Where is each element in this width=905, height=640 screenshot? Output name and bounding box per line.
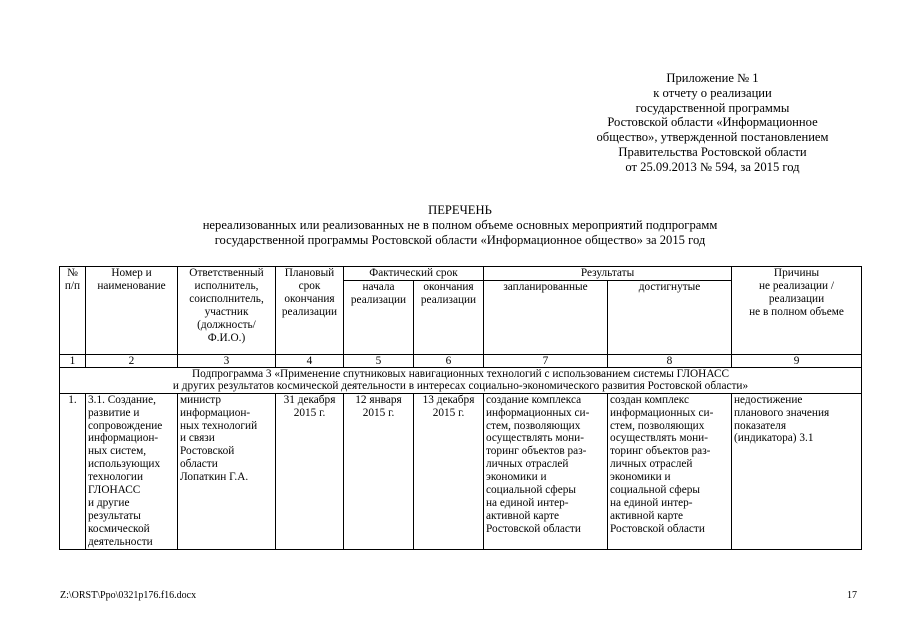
header-plan-date: Плановый срок окончания реализации (276, 267, 344, 355)
column-number: 1 (60, 354, 86, 367)
header-planned: запланированные (484, 280, 608, 354)
header-reasons: Причины не реализации / реализации не в полном объеме (732, 267, 862, 355)
subprogram-row (60, 367, 862, 393)
page-number: 17 (847, 590, 857, 601)
header-name: Номер и наименование (86, 267, 178, 355)
appendix-line: государственной программы (635, 100, 790, 115)
row-reason: недостижение планового значения показателя (индикатора) 3.1 (732, 393, 862, 549)
appendix-line: общество», утвержденной постановлением (596, 130, 829, 145)
row-achieved: создан комплекс информационных си- стем, позволяющих осуществлять мони- торинг объектов раз- личных отраслей экономики и социальной сферы на единой интер- активной карте Ростовской области (608, 393, 732, 549)
header-achieved: достигнутые (608, 280, 732, 354)
column-number: 2 (86, 354, 178, 367)
header-row (60, 267, 862, 281)
column-number: 7 (484, 354, 608, 367)
row-executor: министр информацион- ных технологий и связи Ростовской области Лопаткин Г.А. (178, 393, 276, 549)
measures-table (59, 266, 862, 550)
document-title (60, 203, 860, 248)
row-name: 3.1. Создание, развитие и сопровождение информацион- ных систем, использующих технологии ГЛОНАСС и другие результаты космической деятельности (86, 393, 178, 549)
appendix-line: от 25.09.2013 № 594, за 2015 год (625, 159, 800, 174)
column-number: 8 (608, 354, 732, 367)
row-actual-start: 12 января 2015 г. (344, 393, 414, 549)
subprogram-title: Подпрограмма 3 «Применение спутниковых навигационных технологий с использованием системы ГЛОНАСС и других результатов космической деятельности в интересах социально-экономического развития Ростовской области» (60, 367, 862, 393)
header-results: Результаты (484, 267, 732, 281)
header-executor: Ответственный исполнитель, соисполнитель, участник (должность/ Ф.И.О.) (178, 267, 276, 355)
header-actual-start: начала реализации (344, 280, 414, 354)
row-actual-end: 13 декабря 2015 г. (414, 393, 484, 549)
header-actual: Фактический срок (344, 267, 484, 281)
appendix-note (560, 71, 865, 175)
column-number-row (60, 354, 862, 367)
appendix-line: Правительства Ростовской области (618, 144, 807, 159)
appendix-line: Приложение № 1 (666, 71, 759, 85)
table-row (60, 393, 862, 549)
column-number: 4 (276, 354, 344, 367)
appendix-line: к отчету о реализации (653, 85, 772, 100)
column-number: 6 (414, 354, 484, 367)
column-number: 9 (732, 354, 862, 367)
row-plan-date: 31 декабря 2015 г. (276, 393, 344, 549)
title-line: нереализованных или реализованных не в полном объеме основных мероприятий подпрограмм (202, 218, 718, 232)
column-number: 5 (344, 354, 414, 367)
column-number: 3 (178, 354, 276, 367)
appendix-line: Ростовской области «Информационное (607, 115, 818, 130)
row-planned: создание комплекса информационных си- стем, позволяющих осуществлять мони- торинг объектов раз- личных отраслей экономики и социальной сферы на единой интер- активной карте Ростовской области (484, 393, 608, 549)
title-heading: ПЕРЕЧЕНЬ (428, 203, 492, 217)
header-actual-end: окончания реализации (414, 280, 484, 354)
file-path: Z:\ORST\Ppo\0321p176.f16.docx (60, 590, 197, 601)
row-num: 1. (60, 393, 86, 549)
title-line: государственной программы Ростовской области «Информационное общество» за 2015 год (214, 233, 706, 247)
header-num: № п/п (60, 267, 86, 355)
